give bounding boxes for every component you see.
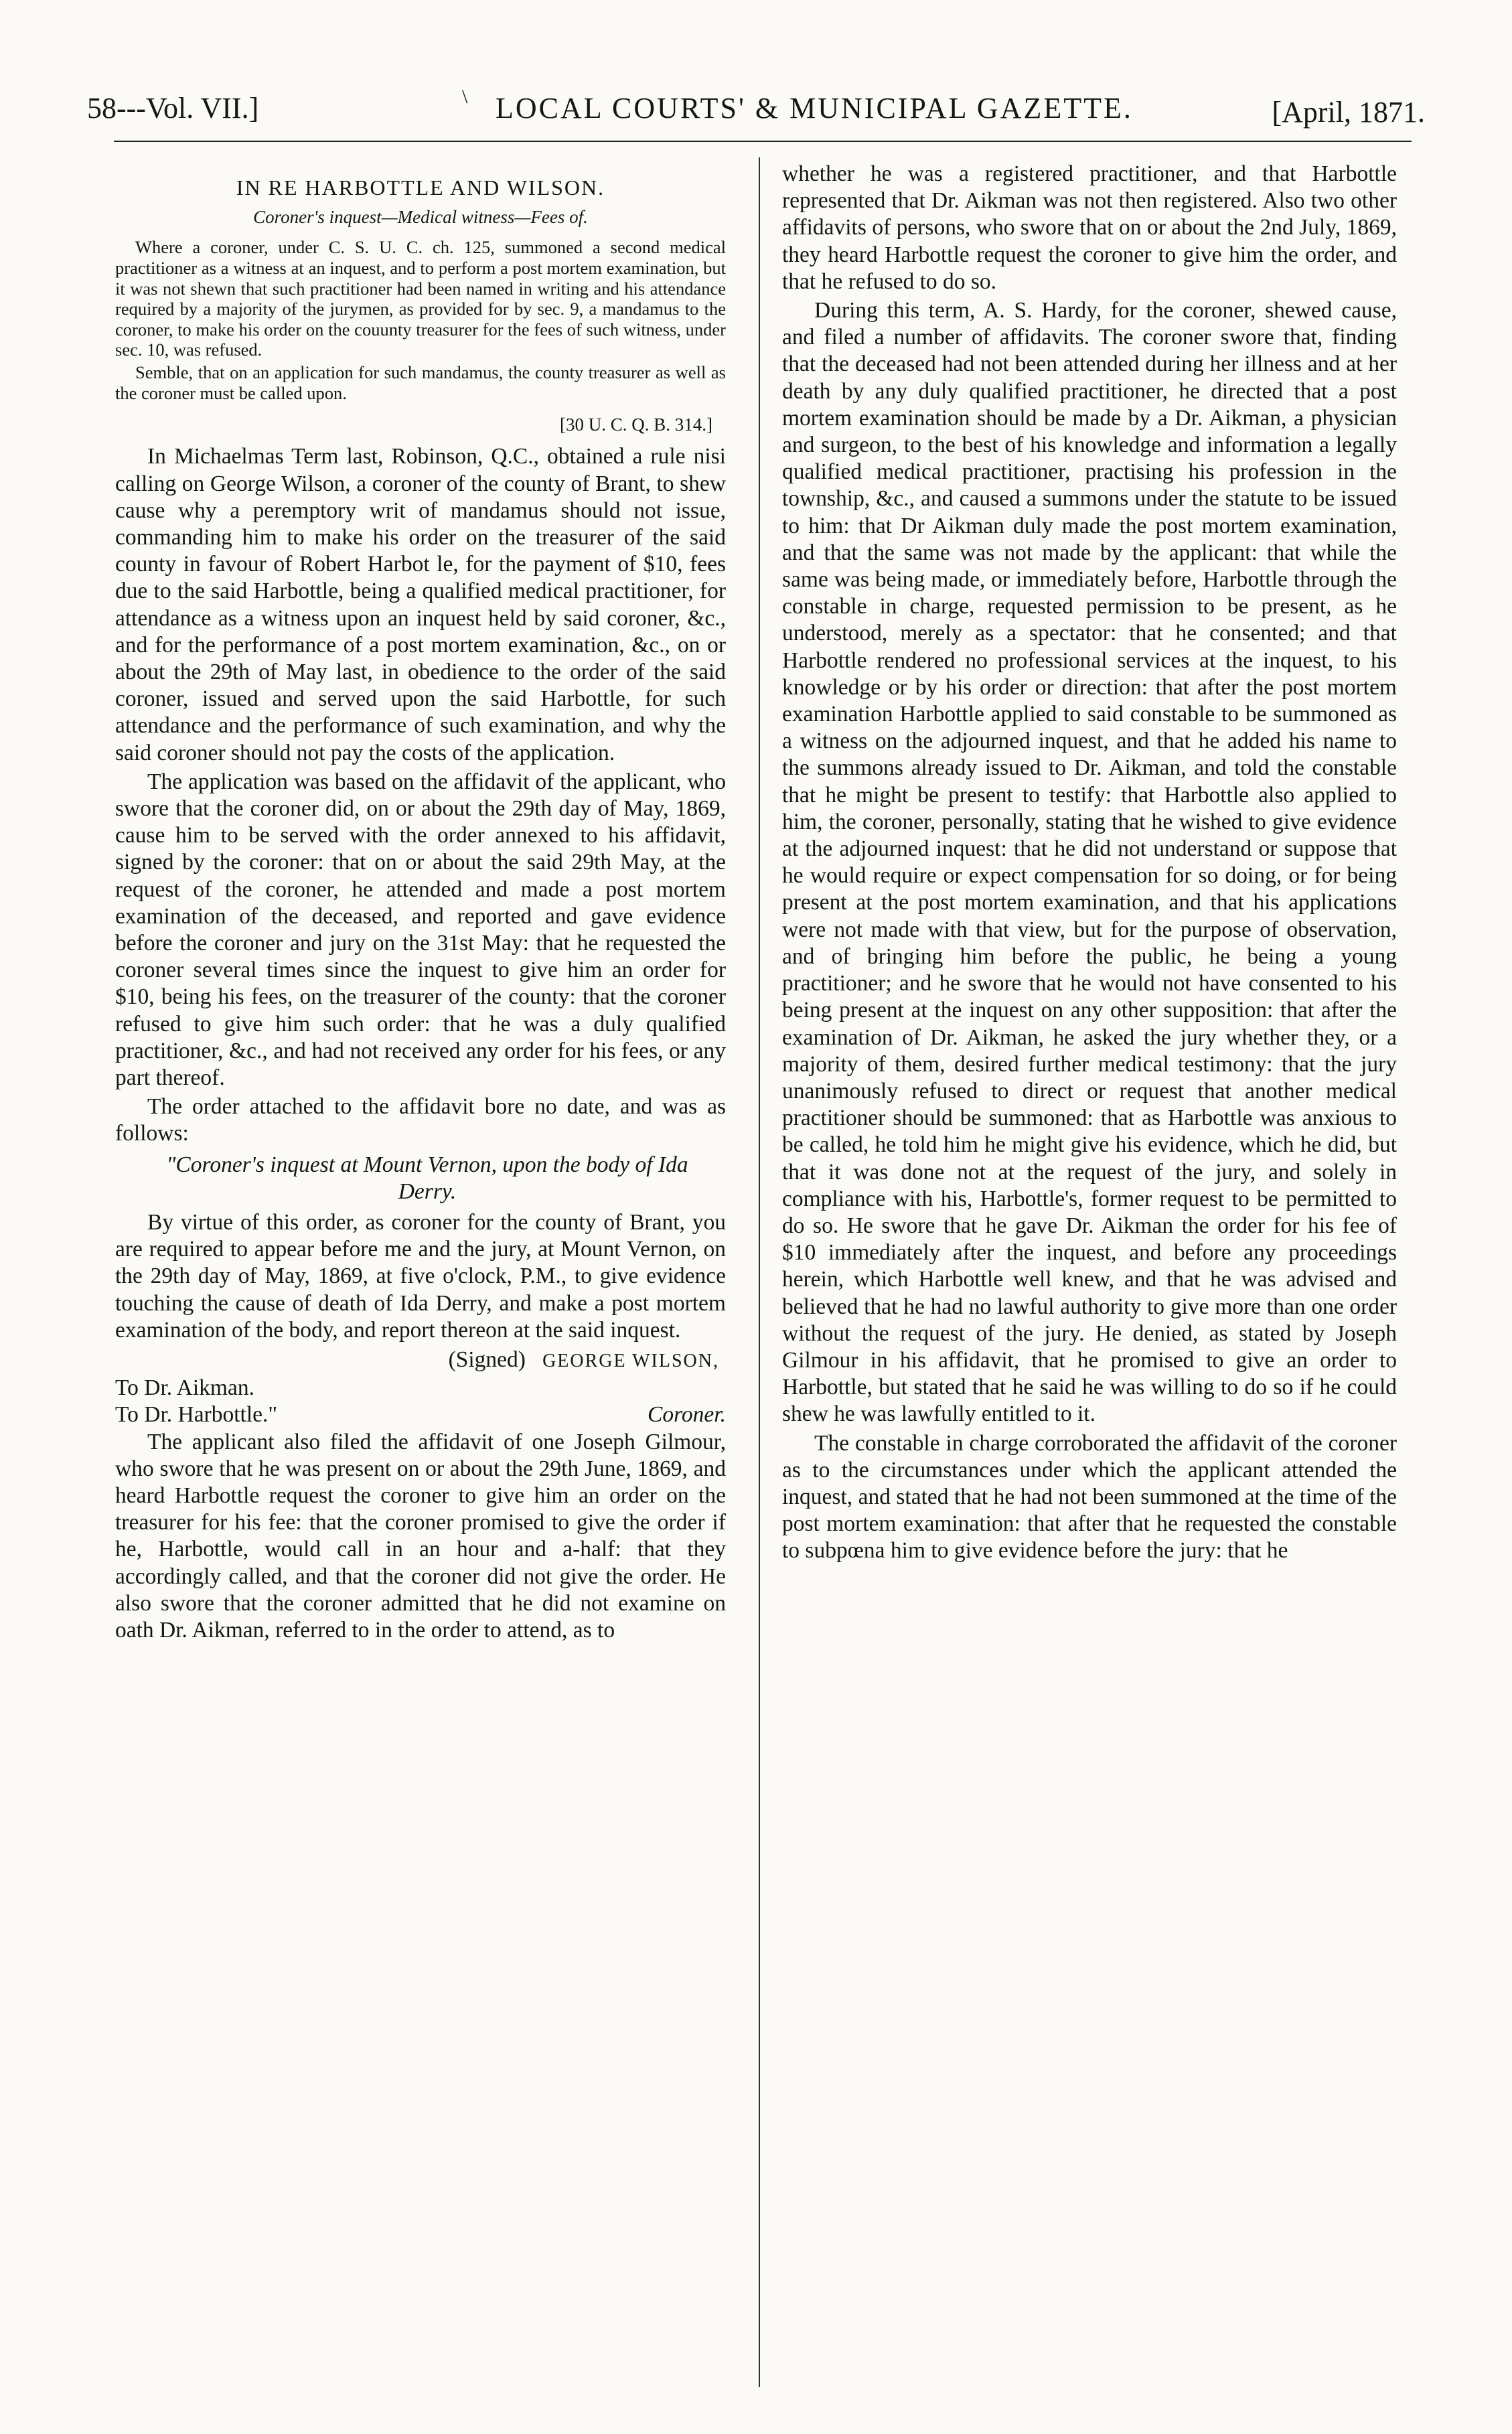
signer-name: GEORGE WILSON,	[542, 1351, 719, 1372]
publication-title: LOCAL COURTS' & MUNICIPAL GAZETTE.	[496, 92, 1133, 125]
headnote-paragraph: Semble, that on an application for such mandamus, the county treasurer as well as the coroner must be called upon.	[115, 362, 726, 403]
body-paragraph: The constable in charge corroborated the affidavit of the coroner as to the circumstances under which the applicant attended the inquest, and stated that he had not been summoned at the time of the post mortem examination: that after that he requested the constable to subpœna him to give evidence before the jury: that he	[782, 1430, 1397, 1564]
case-subtitle: Coroner's inquest—Medical witness—Fees of.	[253, 207, 588, 228]
page-number: 58---Vol. VII.]	[87, 92, 259, 125]
signature-line	[115, 1347, 719, 1375]
body-paragraph: The order attached to the affidavit bore no date, and was as follows:	[115, 1094, 726, 1146]
case-title: IN RE HARBOTTLE AND WILSON.	[236, 175, 605, 200]
column-divider	[759, 157, 760, 2387]
body-paragraph: During this term, A. S. Hardy, for the coroner, shewed cause, and filed a number of affidavits. The coroner swore that, finding that the deceased had not been attended during her illness and at her death by any duly qualified practitioner, he directed that a post mortem examination should be made by a Dr. Aikman, a physician and surgeon, to the best of his knowledge and information a legally qualified medical practitioner, practising his profession in the township, &c., and caused a summons under the statute to be issued to him: that Dr Aikman duly made the post mortem examination, and that the same was not made by the applicant: that while the same was being made, or immediately before, Harbottle through the constable in charge, requested permission to be present, as he understood, merely as a spectator: that he consented; and that Harbottle rendered no professional services at the inquest, to his knowledge or by his order or direction: that after the post mortem examination Harbottle applied to said constable to be summoned as a witness on the adjourned inquest, and that he added his name to the summons already issued to Dr. Aikman, and told the constable that he might be present to testify: that Harbottle also applied to him, the coroner, personally, stating that he wished to give evidence at the adjourned inquest: that he did not understand or suppose that he would require or expect compensation for so doing, or for being present at the post mortem examination, and that his applications were not made with that view, but for the purpose of observation, and of bringing him before the public, he being a young practitioner; and he swore that he would not have consented to his being present at the inquest on any other supposition: that after the examination of Dr. Aikman, he asked the jury whether they, or a majority of them, desired further medical testimony: that the jury unanimously refused to direct or request that another medical practitioner should be summoned: that as Harbottle was anxious to be called, he told him he might give his evidence, which he did, but that it was done not at the request of the jury, and solely in compliance with his, Harbottle's, former request to be permitted to do so. He swore that he gave Dr. Aikman the order for his fee of $10 immediately after the inquest, and before any proceedings herein, which Harbottle well knew, and that he was advised and believed that he had no lawful authority to give more than one order without the request of the jury. He denied, as stated by Joseph Gilmour in his affidavit, that he promised to give an order to Harbottle, but stated that he said he was willing to do so if he could shew he was lawfully entitled to it.	[782, 298, 1397, 1427]
headnote-paragraph: Where a coroner, under C. S. U. C. ch. 125, summoned a second medical practitioner as a witness at an inquest, and to perform a post mortem examination, but it was not shewn that such practitioner had been named in writing and his attendance required by a majority of the jurymen, as provided for by sec. 9, a mandamus to the coroner, to make his order on the couunty treasurer for the fees of such witness, under sec. 10, was refused.	[115, 237, 726, 360]
body-paragraph: The applicant also filed the affidavit of one Joseph Gilmour, who swore that he was present on or about the 29th June, 1869, and heard Harbottle request the coroner to give him an order on the treasurer for his fee: that the coroner promised to give the order if he, Harbottle, would call in an hour and a-half: that they accordingly called, and that the coroner did not give the order. He also swore that the coroner admitted that he did not examine on oath Dr. Aikman, referred to in the order to attend, as to	[115, 1429, 726, 1643]
left-column	[115, 161, 726, 1644]
body-paragraph: whether he was a registered practitioner, and that Harbottle represented that Dr. Aikman was not then registered. Also two other affidavits of persons, who swore that on or about the 2nd July, 1869, they heard Harbottle request the coroner to give him the order, and that he refused to do so.	[782, 161, 1397, 294]
page-header	[87, 86, 1425, 133]
header-rule	[114, 141, 1412, 142]
addressee-line-2	[115, 1401, 726, 1428]
addressee-line: To Dr. Aikman.	[115, 1375, 254, 1401]
body-paragraph: In Michaelmas Term last, Robinson, Q.C., obtained a rule nisi calling on George Wilson, a coroner of the county of Brant, to shew cause why a peremptory writ of mandamus should not issue, commanding him to make his order on the treasurer of the said county in favour of Robert Harbot le, for the payment of $10, fees due to the said Harbottle, being a qualified medical practitioner, for attendance as a witness upon an inquest held by said coroner, &c., and for the performance of a post mortem examination, &c., on or about the 29th of May last, in obedience to the order of the said coroner, issued and served upon the said Harbottle, for such attendance and the performance of such examination, and why the said coroner should not pay the costs of the application.	[115, 444, 726, 765]
addressee: To Dr. Harbottle."	[115, 1402, 278, 1428]
order-body: By virtue of this order, as coroner for the county of Brant, you are required to appear before me and the jury, at Mount Vernon, on the 29th day of May, 1869, at five o'clock, P.M., to give evidence touching the cause of death of Ida Derry, and make a post mortem examination of the body, and report thereon at the said inquest.	[115, 1210, 726, 1343]
order-title: "Coroner's inquest at Mount Vernon, upon the body of Ida Derry.	[166, 1152, 688, 1204]
headnote	[115, 237, 726, 403]
case-citation: [30 U. C. Q. B. 314.]	[560, 414, 712, 435]
stray-mark: \	[462, 86, 468, 108]
right-column	[782, 161, 1397, 1565]
body-paragraph: The application was based on the affidavit of the applicant, who swore that the coroner did, on or about the 29th day of May, 1869, cause him to be served with the order annexed to his affidavit, signed by the coroner: that on or about the said 29th May, at the request of the coroner, he attended and made a post mortem examination of the deceased, and reported and gave evidence before the coroner and jury on the 31st May: that he requested the coroner several times since the inquest to give him an order for $10, being his fees, on the treasurer of the county: that the coroner refused to give him such order: that he was a duly qualified practitioner, &c., and had not received any order for his fees, or any part thereof.	[115, 769, 726, 1091]
signed-label: (Signed)	[448, 1347, 526, 1373]
signer-title: Coroner.	[648, 1402, 726, 1428]
issue-date: [April, 1871.	[1272, 96, 1425, 129]
